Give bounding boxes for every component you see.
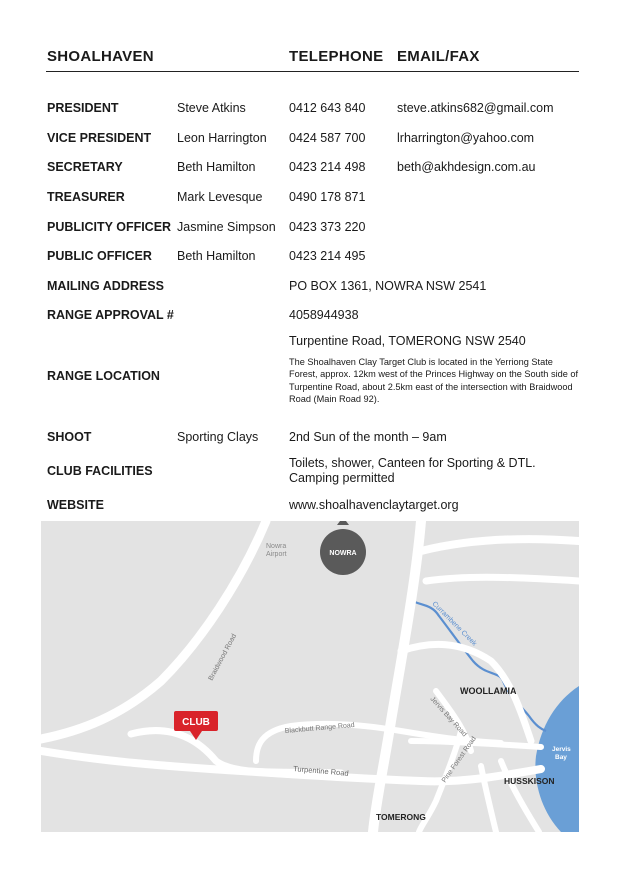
jervis-bay-label: Jervis Bay: [552, 746, 571, 761]
jervis-bay-road-label: Jervis Bay Road: [428, 695, 468, 739]
tomerong-label: TOMERONG: [376, 812, 426, 822]
pine-forest-road-label: Pine Forest Road: [440, 735, 478, 785]
woollamia-label: WOOLLAMIA: [460, 686, 517, 696]
shoot-schedule: 2nd Sun of the month – 9am: [289, 430, 447, 444]
facilities-line-1: Toilets, shower, Canteen for Sporting & DTL.: [289, 456, 536, 470]
header-shoalhaven: SHOALHAVEN: [47, 48, 154, 65]
row-label: WEBSITE: [47, 498, 104, 512]
row-name: Beth Hamilton: [177, 160, 256, 174]
row-email[interactable]: lrharrington@yahoo.com: [397, 131, 535, 145]
website-link[interactable]: www.shoalhavenclaytarget.org: [289, 498, 459, 512]
header-email-fax: EMAIL/FAX: [397, 48, 480, 65]
mailing-address-value: PO BOX 1361, NOWRA NSW 2541: [289, 279, 487, 293]
row-phone: 0424 587 700: [289, 131, 366, 145]
currambene-creek-label: Currambene Creek: [430, 600, 478, 648]
row-label: VICE PRESIDENT: [47, 131, 152, 145]
braidwood-road-label: Braidwood Road: [207, 632, 239, 682]
row-name: Jasmine Simpson: [177, 220, 276, 234]
row-email[interactable]: beth@akhdesign.com.au: [397, 160, 536, 174]
row-name: Mark Levesque: [177, 190, 263, 204]
range-location-description: The Shoalhaven Clay Target Club is located in the Yerriong State Forest, approx. 12km west of the Princes Highway on the South side of Turpentine Road, about 2.5km east of the intersection with Braidwood Road (Main Road 92).: [289, 357, 579, 405]
blackbutt-range-road-label: Blackbutt Range Road: [284, 721, 355, 735]
club-label: CLUB: [182, 717, 210, 728]
row-label: MAILING ADDRESS: [47, 279, 164, 293]
row-label: PUBLICITY OFFICER: [47, 220, 172, 234]
row-phone: 0423 214 495: [289, 249, 366, 263]
nowra-airport-label: Nowra Airport: [266, 543, 287, 558]
row-phone: 0423 214 498: [289, 160, 366, 174]
row-phone: 0423 373 220: [289, 220, 366, 234]
range-location-address: Turpentine Road, TOMERONG NSW 2540: [289, 334, 526, 348]
row-email[interactable]: steve.atkins682@gmail.com: [397, 101, 554, 115]
row-name: Leon Harrington: [177, 131, 267, 145]
header-telephone: TELEPHONE: [289, 48, 384, 65]
row-phone: 0412 643 840: [289, 101, 366, 115]
husskison-label: HUSSKISON: [504, 776, 555, 786]
row-phone: 0490 178 871: [289, 190, 366, 204]
turpentine-road-label: Turpentine Road: [292, 764, 349, 778]
row-label: RANGE LOCATION: [47, 369, 160, 383]
row-label: SHOOT: [47, 430, 92, 444]
row-label: PUBLIC OFFICER: [47, 249, 152, 263]
nowra-label: NOWRA: [329, 550, 357, 557]
row-label: RANGE APPROVAL #: [47, 308, 174, 322]
row-name: Steve Atkins: [177, 101, 246, 115]
row-label: SECRETARY: [47, 160, 123, 174]
location-map: [41, 521, 579, 832]
shoot-type: Sporting Clays: [177, 430, 259, 444]
header-rule: [46, 71, 579, 72]
facilities-line-2: Camping permitted: [289, 471, 395, 485]
row-label: PRESIDENT: [47, 101, 119, 115]
range-approval-value: 4058944938: [289, 308, 359, 322]
row-label: TREASURER: [47, 190, 125, 204]
row-label: CLUB FACILITIES: [47, 464, 153, 478]
row-name: Beth Hamilton: [177, 249, 256, 263]
